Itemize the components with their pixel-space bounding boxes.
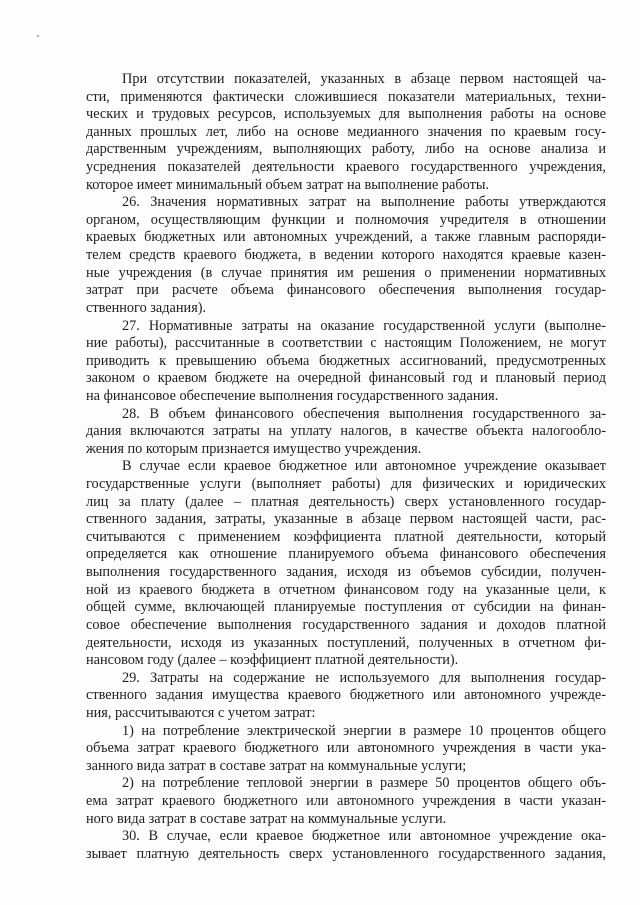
text-line: ственного задания). bbox=[86, 299, 207, 316]
text-line: 30. В случае, если краевое бюджетное или автономное учреждение ока- bbox=[122, 828, 606, 845]
text-line: совое обеспечение выполнения государственного задания и доходов платной bbox=[86, 616, 606, 633]
text-line: 26. Значения нормативных затрат на выполнение работы утверждаются bbox=[122, 194, 606, 211]
text-line: затрат при расчете объема финансового обеспечения выполнения государ- bbox=[86, 282, 606, 299]
text-line: на финансовое обеспечение выполнения государственного задания. bbox=[86, 387, 499, 404]
text-line: 29. Затраты на содержание не используемого для выполнения государ- bbox=[122, 669, 606, 686]
text-line: общей сумме, включающей планируемые поступления от субсидии на финан- bbox=[86, 599, 606, 616]
text-line: ема затрат краевого бюджетного или автономного учреждения в части указан- bbox=[86, 792, 606, 809]
text-line: ния, рассчитываются с учетом затрат: bbox=[86, 704, 316, 721]
text-line: дарственным учреждениям, выполняющих работу, либо на основе анализа и bbox=[86, 141, 606, 158]
text-line: 1) на потребление электрической энергии в размере 10 процентов общего bbox=[122, 722, 606, 739]
text-line: ние работы), рассчитанные в соответствии с настоящим Положением, не могут bbox=[86, 335, 606, 352]
text-line: занного вида затрат в составе затрат на коммунальные услуги; bbox=[86, 757, 467, 774]
document-body bbox=[86, 71, 606, 863]
text-line: При отсутствии показателей, указанных в абзаце первом настоящей ча- bbox=[122, 71, 606, 87]
text-line: деятельности, исходя из указанных поступлений, полученных в отчетном фи- bbox=[86, 634, 606, 651]
text-line: данных прошлых лет, либо на основе медианного значения по краевым госу- bbox=[86, 123, 606, 140]
text-line: ной из краевого бюджета в отчетном финансовом году на указанные цели, к bbox=[86, 581, 606, 598]
text-line: государственные услуги (выполняет работы) для физических и юридических bbox=[86, 476, 606, 493]
text-line: ного вида затрат в составе затрат на коммунальные услуги. bbox=[86, 810, 447, 827]
text-line: считываются с применением коэффициента платной деятельности, который bbox=[86, 528, 606, 545]
text-line: сти, применяются фактически сложившиеся показатели материальных, техни- bbox=[86, 88, 606, 105]
text-line: усреднения показателей деятельности краевого государственного учреждения, bbox=[86, 159, 606, 176]
text-line: нансовом году (далее – коэффициент платной деятельности). bbox=[86, 652, 459, 669]
text-line: телем средств краевого бюджета, в ведении которого находятся краевые казен- bbox=[86, 247, 606, 264]
text-line: 27. Нормативные затраты на оказание государственной услуги (выполне- bbox=[122, 317, 606, 334]
text-line: краевых бюджетных или автономных учреждений, а также главным распоряди- bbox=[86, 229, 606, 246]
text-line: ственного задания, затраты, указанные в абзаце первом настоящей части, рас- bbox=[86, 511, 606, 528]
text-line: определяется как отношение планируемого объема финансового обеспечения bbox=[86, 546, 606, 563]
text-line: лиц за плату (далее – платная деятельность) сверх установленного государ- bbox=[86, 493, 606, 510]
text-line: ческих и трудовых ресурсов, используемых для выполнения работы на основе bbox=[86, 106, 606, 123]
text-line: дания включаются затраты на уплату налогов, в качестве объекта налогообло- bbox=[86, 423, 606, 440]
text-line: В случае если краевое бюджетное или автономное учреждение оказывает bbox=[122, 458, 606, 475]
text-line: приводить к превышению объема бюджетных ассигнований, предусмотренных bbox=[86, 352, 606, 369]
text-line: органом, осуществляющим функции и полномочия учредителя в отношении bbox=[86, 211, 606, 228]
text-line: зывает платную деятельность сверх установленного государственного задания, bbox=[86, 845, 606, 862]
text-line: законом о краевом бюджете на очередной финансовый год и плановый период bbox=[86, 370, 606, 387]
text-line: ственного задания имущества краевого бюджетного или автономного учрежде- bbox=[86, 687, 606, 704]
text-line: объема затрат краевого бюджетного или автономного учреждения в части ука- bbox=[86, 740, 606, 757]
text-line: жения по которым признается имущество учреждения. bbox=[86, 440, 422, 457]
text-line: 28. В объем финансового обеспечения выполнения государственного за- bbox=[122, 405, 606, 422]
scan-speck bbox=[37, 35, 39, 37]
text-line: ные учреждения (в случае принятия им решения о применении нормативных bbox=[86, 264, 606, 281]
text-line: которое имеет минимальный объем затрат на выполнение работы. bbox=[86, 176, 490, 193]
text-line: 2) на потребление тепловой энергии в размере 50 процентов общего объ- bbox=[122, 775, 606, 792]
text-line: выполнения государственного задания, исходя из объемов субсидии, получен- bbox=[86, 564, 606, 581]
